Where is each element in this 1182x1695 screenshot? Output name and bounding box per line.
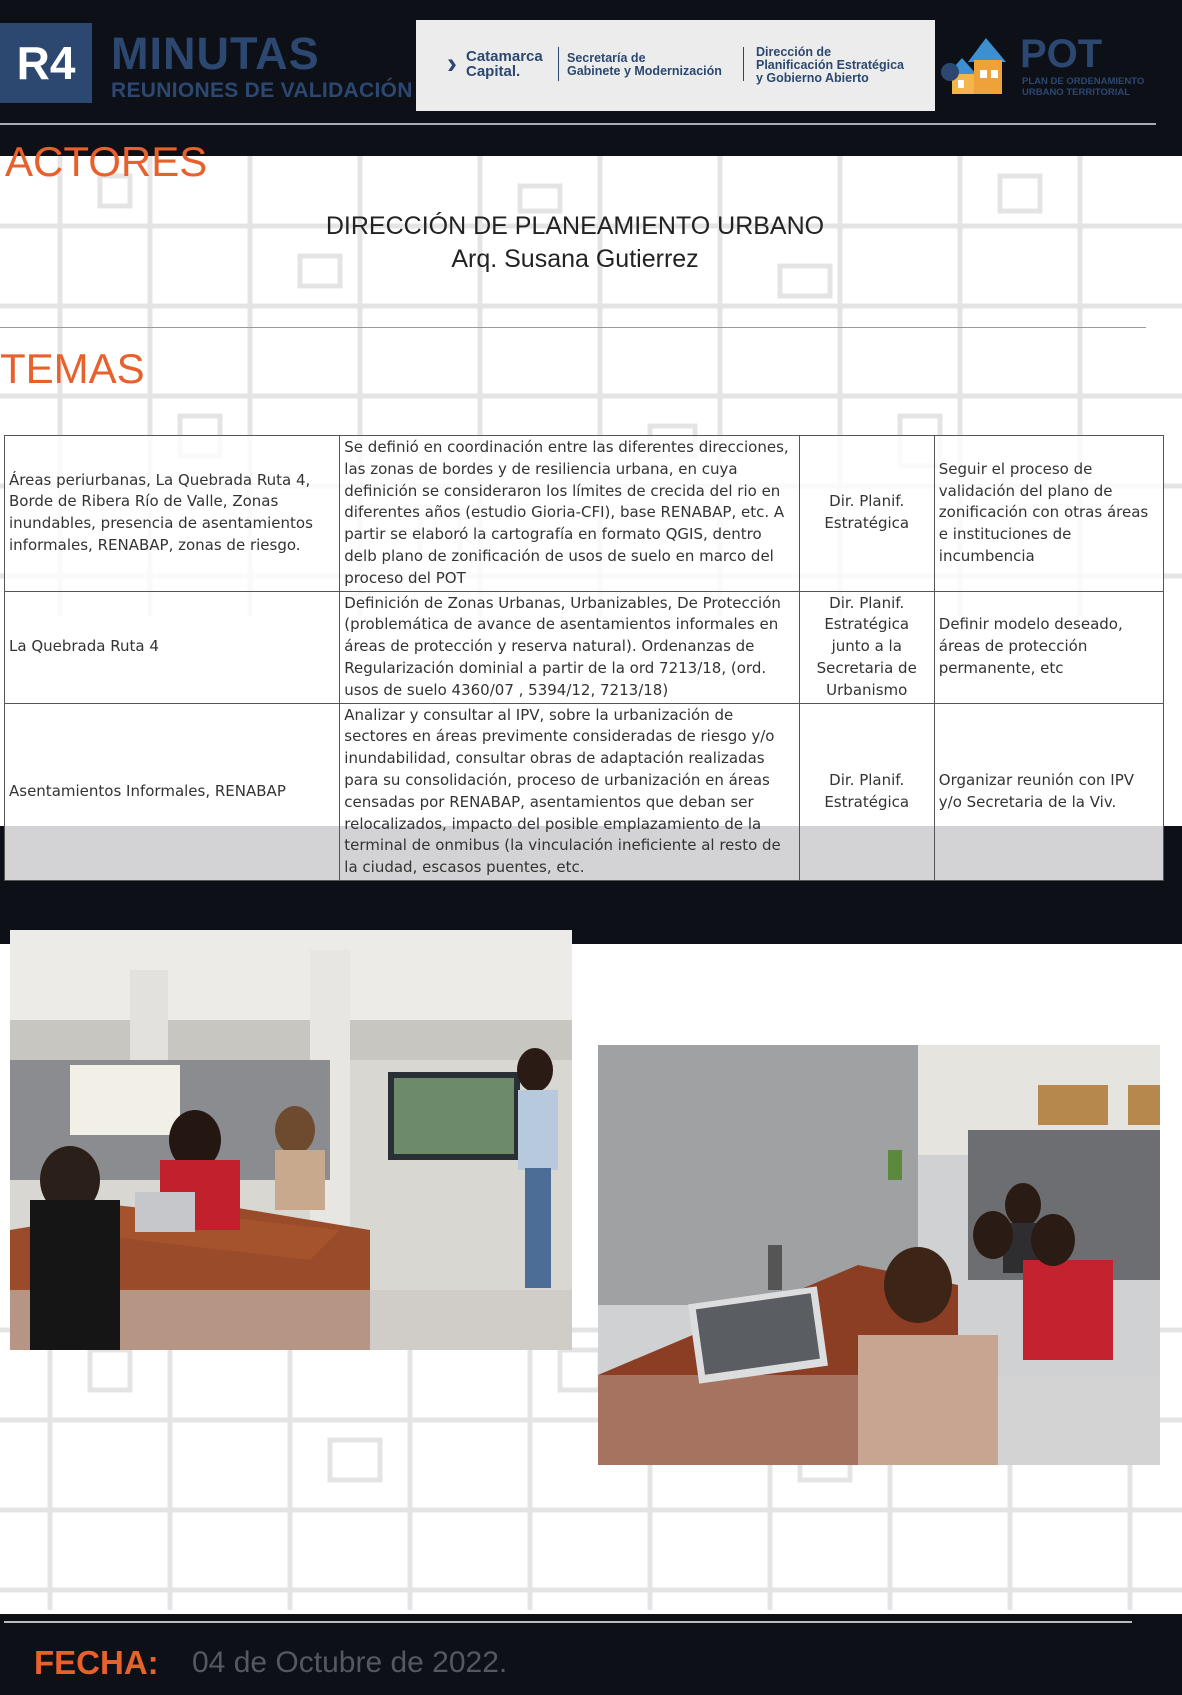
document-title: MINUTAS	[111, 28, 320, 79]
descripcion-cell: Definición de Zonas Urbanas, Urbanizables, De Protección (problemática de avance de asentamientos informales en áreas de protección y reserva natural). Ordenanzas de Regularización dominial a partir de la ord 7213/18, (ord. usos de suelo 4360/07 , 5394/12, 7213/18)	[340, 591, 799, 703]
tema-cell: Áreas periurbanas, La Quebrada Ruta 4, Borde de Ribera Río de Valle, Zonas inundables, presencia de asentamientos informales, RENABAP, zonas de riesgo.	[5, 436, 340, 592]
header-rule	[0, 123, 1156, 125]
logo-divider	[743, 47, 744, 81]
table-row	[5, 591, 1164, 703]
table-row	[5, 703, 1164, 880]
tema-cell: La Quebrada Ruta 4	[5, 591, 340, 703]
actor-organization: DIRECCIÓN DE PLANEAMIENTO URBANO	[325, 212, 825, 240]
responsable-cell: Dir. Planif. Estratégica	[799, 703, 934, 880]
direccion-logo-text: Dirección de Planificación Estratégica y Gobierno Abierto	[756, 45, 904, 85]
pot-logo-subtitle: PLAN DE ORDENAMIENTO URBANO TERRITORIAL	[1022, 76, 1145, 98]
actores-heading: ACTORES	[5, 138, 208, 185]
catamarca-logo-icon: ›	[447, 47, 457, 80]
footer-rule	[4, 1621, 1132, 1623]
date-value: 04 de Octubre de 2022.	[192, 1646, 508, 1679]
temas-heading: TEMAS	[0, 345, 145, 392]
logo-divider	[558, 47, 559, 81]
accion-cell: Organizar reunión con IPV y/o Secretaria de la Viv.	[934, 703, 1163, 880]
tema-cell: Asentamientos Informales, RENABAP	[5, 703, 340, 880]
descripcion-cell: Analizar y consultar al IPV, sobre la urbanización de sectores en áreas previmente consideradas de riesgo y/o inundabilidad, consultar obras de adaptación realizadas para su consolidación, proceso de urbanización en áreas censadas por RENABAP, asentamientos que deban ser relocalizados, impacto del posible emplazamiento de la terminal de onmibus (la vinculación ineficiente al resto de la ciudad, escasos puentes, etc.	[340, 703, 799, 880]
section-divider	[0, 327, 1146, 328]
descripcion-cell: Se definió en coordinación entre las diferentes direcciones, las zonas de bordes y de resiliencia urbana, en cuya definición se consideraron los límites de crecida del rio en diferentes años (estudio Gioria-CFI), base RENABAP, etc. A partir se elaboró la cartografía en formato QGIS, dentro delb plano de zonificación de usos de suelo en marco del proceso del POT	[340, 436, 799, 592]
meeting-photo-1	[10, 930, 572, 1350]
responsable-cell: Dir. Planif. Estratégica	[799, 436, 934, 592]
document-subtitle: REUNIONES DE VALIDACIÓN	[111, 79, 413, 102]
meeting-photo-2	[598, 1045, 1160, 1465]
footer-bar	[0, 1614, 1182, 1695]
pot-houses-icon	[940, 28, 1014, 100]
date-label: FECHA:	[34, 1644, 159, 1681]
band-edge	[0, 930, 8, 944]
catamarca-logo-text: Catamarca Capital.	[466, 48, 543, 80]
accion-cell: Seguir el proceso de validación del plano de zonificación con otras áreas e instituciones de incumbencia	[934, 436, 1163, 592]
table-row	[5, 436, 1164, 592]
responsable-cell: Dir. Planif. Estratégica junto a la Secretaria de Urbanismo	[799, 591, 934, 703]
secretaria-logo-text: Secretaría de Gabinete y Modernización	[567, 51, 722, 78]
actor-person: Arq. Susana Gutierrez	[451, 245, 699, 273]
temas-table	[4, 435, 1164, 881]
pot-logo-text: POT	[1020, 32, 1103, 76]
accion-cell: Definir modelo deseado, áreas de protección permanente, etc	[934, 591, 1163, 703]
minute-code: R4	[0, 23, 92, 103]
